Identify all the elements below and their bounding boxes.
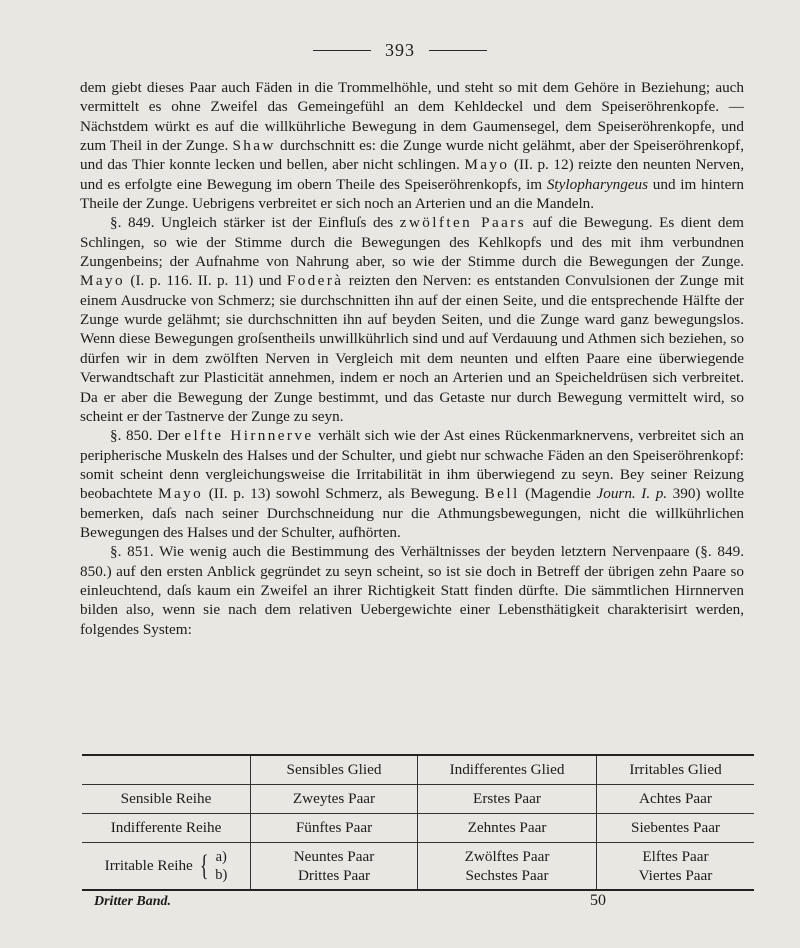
paragraph-850: §. 850. Der elfte Hirnnerve verhält sich wie der Ast eines Rückenmarknervens, verbreitet sich an peripherische Muskeln des Halses und der Schulter, und giebt nur schwache Fäden an den Speiseröhrenkopf: somit scheint denn vergleichungsweise die Irritabilität in ihm überwiegend zu seyn. Bey seiner Reizung beobachtete Mayo (II. p. 13) sowohl Schmerz, als Bewegung. Bell (Magendie Journ. I. p. 390) wollte bemerken, daſs nach seiner Durchschneidung nur die Athmungsbewegungen, nicht die willkührlichen Bewegungen des Halses und der Schulter, aufhörten. [80,427,745,541]
table-row [82,784,754,813]
table-row [82,842,754,890]
row-label-group [82,842,251,890]
author-name: Mayo [158,485,204,503]
row-label: Indifferente Reihe [82,813,251,842]
page-header [0,40,800,61]
column-header: Sensibles Glied [251,755,418,784]
table-cell: Zwölftes Paar Sechstes Paar [418,842,597,890]
column-header: Indifferentes Glied [418,755,597,784]
table-cell: Siebentes Paar [597,813,755,842]
sheet-number: 50 [590,892,606,909]
table-cell: Neuntes Paar Drittes Paar [251,842,418,890]
table-cell: Fünftes Paar [251,813,418,842]
column-header: Irritables Glied [597,755,755,784]
paragraph-849: §. 849. Ungleich stärker ist der Einfluſs des zwölften Paars auf die Bewegung. Es dient dem Schlingen, so wie der Stimme durch die Bewegungen des Kehlkopfs und des mit ihm verbundnen Zungenbeins; der Aufnahme von Nahrung aber, so wie der Stimme durch die Bewegungen der Zunge. Mayo (I. p. 116. II. p. 11) und Foderà reizten den Nerven: es entstanden Convulsionen der Zunge mit einem Ausdrucke von Schmerz; sie durchschnitten ihn auf der einen Seite, und die entsprechende Hälfte der Zunge wurde gelähmt; sie durchschnitten ihn auf beyden Seiten, und die Zunge ward ganz bewegungslos. Wenn diese Bewegungen groſsentheils unwillkührlich sind und auf Verdauung und Athmen sich beziehen, so dürfen wir in dem zwölften Nerven in Vergleich mit dem neunten und elften Paare eine überwiegende Verwandtschaft zur Plasticität annehmen, indem er noch an Arterien und an Speicheldrüsen sich verbreitet. Da er aber die Bewegung der Zunge bestimmt, und das Getaste nur durch Bewegung vermittelt wird, so scheint er der Tastnerve der Zunge zu seyn. [80,214,745,425]
table-cell: Achtes Paar [597,784,755,813]
latin-term: Stylopharyngeus [546,175,649,193]
nerve-system-table [82,754,754,891]
author-name: Shaw [232,137,276,155]
paragraph-continuation: dem giebt dieses Paar auch Fäden in die Trommelhöhle, und steht so mit dem Gehöre in Beziehung; auch vermittelt es ohne Zweifel das Gemeingefühl an dem Kehldeckel und dem Speiseröhrenkopfe. — Nächstdem würkt es auf die willkührliche Bewegung in dem Gaumensegel, dem Speiseröhrenkopfe, und zum Theil in der Zunge. Shaw durchschnitt es: die Zunge wurde nicht gelähmt, aber der Speiseröhrenkopf, und das Thier konnte lecken und bellen, aber nicht schlingen. Mayo (II. p. 12) reizte den neunten Nerven, und es erfolgte eine Bewegung im obern Theile des Speiseröhrenkopfs, im Stylopharyngeus und im hintern Theile der Zunge. Uebrigens verbreitet er sich noch an Arterien und an die Mandeln. [80,79,745,213]
curly-brace: { [199,848,209,882]
sub-row-label: b) [215,866,228,883]
header-rule-left [313,50,371,51]
page-number: 393 [385,40,415,60]
table-cell: Zehntes Paar [418,813,597,842]
row-label: Sensible Reihe [82,784,251,813]
table-header-row [82,755,754,784]
header-rule-right [429,50,487,51]
emphasis-term: elfte Hirnnerve [184,427,314,445]
table-row [82,813,754,842]
author-name: Foderà [286,272,344,290]
emphasis-term: zwölften Paars [399,214,527,232]
author-name: Mayo [80,272,126,290]
row-label: Irritable Reihe [104,856,193,874]
table-cell: Erstes Paar [418,784,597,813]
author-name: Mayo [464,156,510,174]
table-cell: Zweytes Paar [251,784,418,813]
table-cell: Elftes Paar Viertes Paar [597,842,755,890]
table-corner-cell [82,755,251,784]
paragraph-851: §. 851. Wie wenig auch die Bestimmung des Verhältnisses der beyden letztern Nervenpaare (§. 849. 850.) auf den ersten Anblick gegründet zu seyn scheint, so ist sie doch in Betreff der übrigen zehn Paare so einleuchtend, daſs kaum ein Zweifel an ihrer Richtigkeit Statt finden dürfte. Die sämmtlichen Hirnnerven bilden also, wenn sie nach dem relativen Uebergewichte einer Lebensthätigkeit charakterisirt werden, folgendes System: [80,543,744,638]
volume-signature: Dritter Band. [94,894,172,909]
author-name: Bell [484,485,520,503]
journal-reference: Journ. I. p. [596,485,668,503]
sub-row-label: a) [215,848,227,865]
body-text [80,78,744,639]
